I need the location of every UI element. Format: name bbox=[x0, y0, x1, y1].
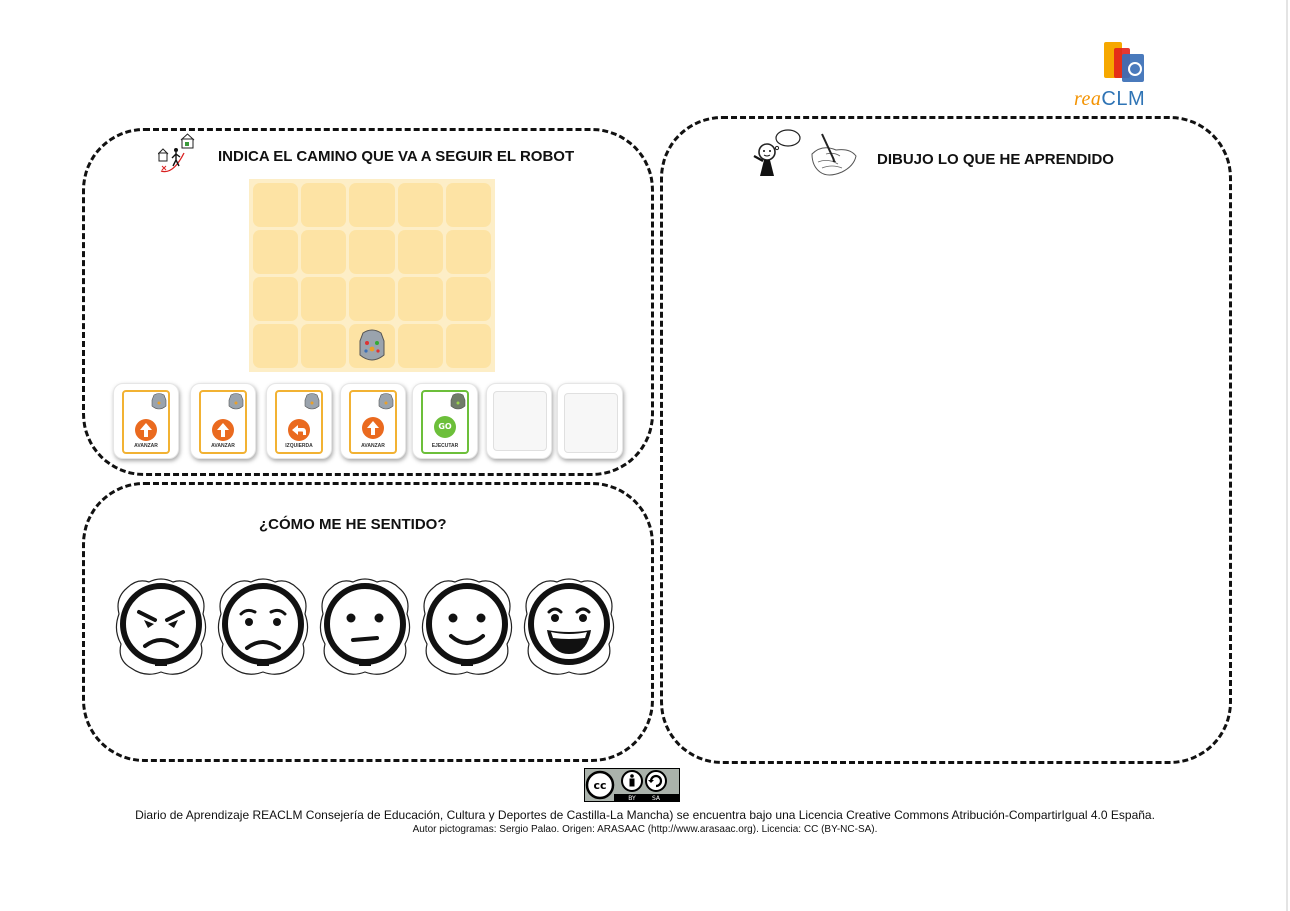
card-label: AVANZAR bbox=[134, 443, 158, 449]
card-frame bbox=[564, 393, 618, 453]
grid-cell bbox=[349, 183, 394, 227]
sad-face-icon[interactable] bbox=[215, 574, 311, 678]
cc-by-sa-license-badge[interactable] bbox=[584, 768, 680, 802]
card-frame bbox=[122, 390, 170, 454]
grid-cell bbox=[301, 277, 346, 321]
smile-face-icon[interactable] bbox=[419, 574, 515, 678]
grid-cell bbox=[446, 230, 491, 274]
reaclm-logo bbox=[1072, 38, 1172, 112]
command-card[interactable] bbox=[113, 383, 179, 459]
feelings-face-row bbox=[113, 574, 623, 680]
grid-cell bbox=[446, 324, 491, 368]
grid-cell bbox=[253, 230, 298, 274]
command-card[interactable] bbox=[266, 383, 332, 459]
card-label: AVANZAR bbox=[361, 443, 385, 449]
grid-cell bbox=[301, 324, 346, 368]
thinking-person-icon bbox=[752, 128, 802, 180]
card-frame bbox=[275, 390, 323, 454]
drawing-panel bbox=[660, 116, 1232, 764]
card-label: AVANZAR bbox=[211, 443, 235, 449]
drawing-hand-icon bbox=[808, 132, 860, 180]
robot-icon bbox=[450, 393, 466, 411]
by-text: BY bbox=[628, 795, 636, 802]
grid-cell bbox=[349, 277, 394, 321]
grid-cell bbox=[301, 230, 346, 274]
card-frame bbox=[199, 390, 247, 454]
logo-text: reaCLM bbox=[1074, 88, 1146, 110]
turn-left-icon bbox=[287, 418, 311, 442]
command-card-execute[interactable] bbox=[412, 383, 478, 459]
card-frame bbox=[493, 391, 547, 451]
grid-cell bbox=[301, 183, 346, 227]
drawing-section-title: DIBUJO LO QUE HE APRENDIDO bbox=[877, 151, 1114, 168]
footer-license-text: Diario de Aprendizaje REACLM Consejería de Educación, Cultura y Deportes de Castilla-La Mancha) se encuentra bajo una Licencia Creative Commons Atribución-CompartirIgual 4.0 España. bbox=[135, 808, 1155, 822]
arrow-up-icon bbox=[134, 418, 158, 442]
page-edge-rule bbox=[1286, 0, 1288, 911]
laugh-face-icon[interactable] bbox=[521, 574, 617, 678]
command-card-row bbox=[113, 383, 628, 463]
robot-icon bbox=[357, 329, 387, 363]
card-label: EJECUTAR bbox=[431, 443, 459, 449]
robot-icon bbox=[228, 393, 244, 411]
command-card[interactable] bbox=[340, 383, 406, 459]
grid-cell bbox=[398, 183, 443, 227]
neutral-face-icon[interactable] bbox=[317, 574, 413, 678]
arrow-up-icon bbox=[361, 416, 385, 440]
grid-cell bbox=[446, 183, 491, 227]
footer-attribution-text: Autor pictogramas: Sergio Palao. Origen: ARASAAC (http://www.arasaac.org). Licencia: CC (BY-NC-SA). bbox=[412, 824, 878, 835]
robot-icon bbox=[304, 393, 320, 411]
angry-face-icon[interactable] bbox=[113, 574, 209, 678]
grid-cell bbox=[446, 277, 491, 321]
grid-cell-robot bbox=[349, 324, 394, 368]
empty-card-slot[interactable] bbox=[486, 383, 552, 459]
robot-icon bbox=[151, 393, 167, 411]
robot-section-title: INDICA EL CAMINO QUE VA A SEGUIR EL ROBOT bbox=[218, 148, 575, 165]
feelings-section-title: ¿CÓMO ME HE SENTIDO? bbox=[259, 516, 447, 533]
cc-text: cc bbox=[593, 779, 607, 792]
command-card[interactable] bbox=[190, 383, 256, 459]
card-frame bbox=[349, 390, 397, 454]
robot-grid-board bbox=[249, 179, 495, 372]
route-pictogram-icon bbox=[158, 133, 198, 173]
empty-card-slot[interactable] bbox=[557, 383, 623, 459]
grid-cell bbox=[253, 324, 298, 368]
sa-text: SA bbox=[651, 795, 661, 802]
grid-cell bbox=[349, 230, 394, 274]
go-icon: GO bbox=[434, 416, 456, 438]
arrow-up-icon bbox=[211, 418, 235, 442]
grid-cell bbox=[253, 183, 298, 227]
card-label: IZQUIERDA bbox=[285, 443, 313, 449]
robot-icon bbox=[378, 393, 394, 411]
grid-cell bbox=[253, 277, 298, 321]
grid-cell bbox=[398, 230, 443, 274]
grid-cell bbox=[398, 277, 443, 321]
card-frame bbox=[421, 390, 469, 454]
grid-cell bbox=[398, 324, 443, 368]
